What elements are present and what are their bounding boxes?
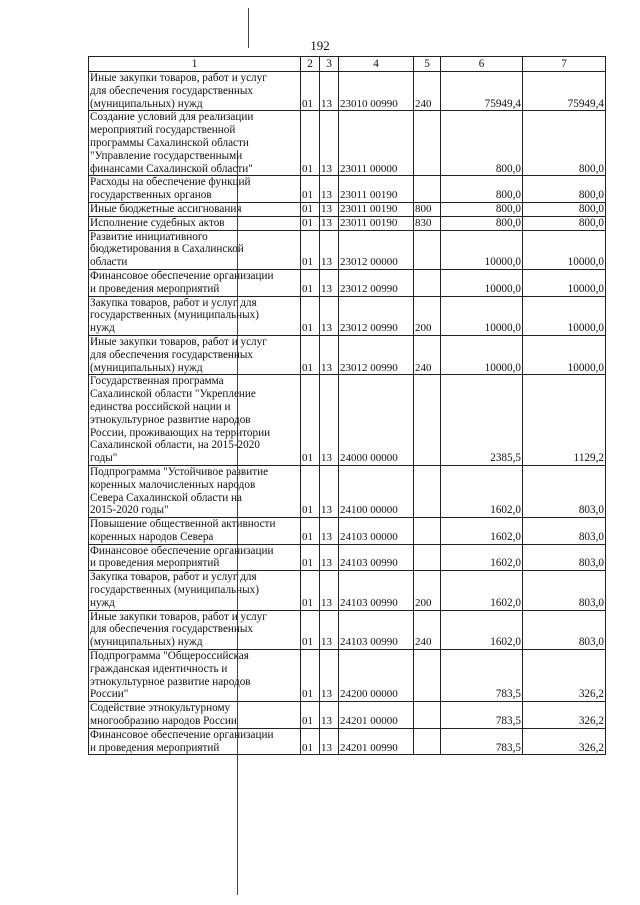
row-amount-2-cell: 803,0 — [523, 465, 606, 517]
row-subsection-cell: 13 — [320, 269, 339, 296]
row-name-cell: Повышение общественной активности коренных народов Севера — [89, 518, 301, 545]
row-amount-2-cell: 75949,4 — [523, 72, 606, 111]
scan-line-vertical-top — [248, 8, 249, 48]
row-subsection-cell: 13 — [320, 702, 339, 729]
row-section-cell: 01 — [301, 650, 320, 702]
row-section-cell: 01 — [301, 702, 320, 729]
row-name-cell: Расходы на обеспечение функций государственных органов — [89, 176, 301, 203]
row-name-cell: Иные закупки товаров, работ и услуг для обеспечения государственных (муниципальных) нужд — [89, 335, 301, 374]
row-name-cell: Закупка товаров, работ и услуг для государственных (муниципальных) нужд — [89, 296, 301, 335]
row-amount-1-cell: 10000,0 — [441, 269, 523, 296]
row-name-cell: Государственная программа Сахалинской области "Укрепление единства российской нации и этнокультурное развитие народов России, проживающих на территории Сахалинской области, на 2015-2020 годы" — [89, 375, 301, 466]
row-amount-2-cell: 803,0 — [523, 518, 606, 545]
row-target-code-cell: 24103 00000 — [339, 518, 414, 545]
row-section-cell: 01 — [301, 230, 320, 269]
row-expense-type-cell: 240 — [414, 72, 441, 111]
row-amount-2-cell: 1129,2 — [523, 375, 606, 466]
row-amount-2-cell: 800,0 — [523, 176, 606, 203]
row-subsection-cell: 13 — [320, 202, 339, 216]
row-amount-2-cell: 803,0 — [523, 610, 606, 649]
row-target-code-cell: 24103 00990 — [339, 571, 414, 610]
row-amount-1-cell: 1602,0 — [441, 610, 523, 649]
row-amount-2-cell: 800,0 — [523, 111, 606, 176]
row-target-code-cell: 24201 00000 — [339, 702, 414, 729]
row-section-cell: 01 — [301, 216, 320, 230]
row-name-cell: Исполнение судебных актов — [89, 216, 301, 230]
row-section-cell: 01 — [301, 296, 320, 335]
row-subsection-cell: 13 — [320, 216, 339, 230]
table-row — [89, 518, 606, 545]
row-expense-type-cell: 240 — [414, 610, 441, 649]
table-row — [89, 111, 606, 176]
row-target-code-cell: 23011 00190 — [339, 202, 414, 216]
row-name-cell: Иные закупки товаров, работ и услуг для обеспечения государственных (муниципальных) нужд — [89, 610, 301, 649]
row-subsection-cell: 13 — [320, 518, 339, 545]
row-name-cell: Иные бюджетные ассигнования — [89, 202, 301, 216]
row-section-cell: 01 — [301, 571, 320, 610]
table-row — [89, 230, 606, 269]
row-target-code-cell: 24201 00990 — [339, 728, 414, 755]
table-row — [89, 72, 606, 111]
table-row — [89, 296, 606, 335]
row-amount-2-cell: 803,0 — [523, 571, 606, 610]
table-row — [89, 176, 606, 203]
table-row — [89, 335, 606, 374]
table-row — [89, 728, 606, 755]
row-name-cell: Иные закупки товаров, работ и услуг для обеспечения государственных (муниципальных) нужд — [89, 72, 301, 111]
page-number: 192 — [310, 38, 330, 53]
table-row — [89, 216, 606, 230]
row-section-cell: 01 — [301, 544, 320, 571]
row-section-cell: 01 — [301, 518, 320, 545]
row-target-code-cell: 23011 00000 — [339, 111, 414, 176]
row-expense-type-cell — [414, 465, 441, 517]
col-header-6: 6 — [441, 57, 523, 72]
row-amount-1-cell: 10000,0 — [441, 335, 523, 374]
row-section-cell: 01 — [301, 610, 320, 649]
row-amount-2-cell: 326,2 — [523, 702, 606, 729]
col-header-7: 7 — [523, 57, 606, 72]
row-expense-type-cell — [414, 518, 441, 545]
row-name-cell: Финансовое обеспечение организации и проведения мероприятий — [89, 728, 301, 755]
row-expense-type-cell — [414, 111, 441, 176]
table-row — [89, 269, 606, 296]
row-amount-2-cell: 326,2 — [523, 728, 606, 755]
table-row — [89, 702, 606, 729]
row-amount-2-cell: 326,2 — [523, 650, 606, 702]
row-section-cell: 01 — [301, 111, 320, 176]
row-amount-1-cell: 1602,0 — [441, 544, 523, 571]
row-amount-1-cell: 800,0 — [441, 202, 523, 216]
row-section-cell: 01 — [301, 202, 320, 216]
row-expense-type-cell: 200 — [414, 296, 441, 335]
table-row — [89, 544, 606, 571]
row-target-code-cell: 24100 00000 — [339, 465, 414, 517]
row-amount-2-cell: 803,0 — [523, 544, 606, 571]
table-row — [89, 465, 606, 517]
table-row — [89, 650, 606, 702]
row-section-cell: 01 — [301, 335, 320, 374]
row-name-cell: Подпрограмма "Устойчивое развитие коренных малочисленных народов Севера Сахалинской области на 2015-2020 годы" — [89, 465, 301, 517]
row-subsection-cell: 13 — [320, 610, 339, 649]
row-section-cell: 01 — [301, 728, 320, 755]
row-amount-1-cell: 10000,0 — [441, 296, 523, 335]
row-section-cell: 01 — [301, 375, 320, 466]
row-amount-1-cell: 75949,4 — [441, 72, 523, 111]
row-expense-type-cell — [414, 544, 441, 571]
row-target-code-cell: 23012 00990 — [339, 296, 414, 335]
row-target-code-cell: 23011 00190 — [339, 176, 414, 203]
row-amount-2-cell: 800,0 — [523, 202, 606, 216]
table-body — [89, 72, 606, 755]
row-expense-type-cell — [414, 230, 441, 269]
table-row — [89, 202, 606, 216]
row-subsection-cell: 13 — [320, 465, 339, 517]
row-amount-2-cell: 800,0 — [523, 216, 606, 230]
row-target-code-cell: 24000 00000 — [339, 375, 414, 466]
row-name-cell: Закупка товаров, работ и услуг для государственных (муниципальных) нужд — [89, 571, 301, 610]
row-target-code-cell: 24200 00000 — [339, 650, 414, 702]
row-subsection-cell: 13 — [320, 571, 339, 610]
row-name-cell: Создание условий для реализации мероприятий государственной программы Сахалинской области "Управление государственными финансами Сахалинской области" — [89, 111, 301, 176]
table-row — [89, 610, 606, 649]
row-subsection-cell: 13 — [320, 230, 339, 269]
row-target-code-cell: 24103 00990 — [339, 610, 414, 649]
row-amount-1-cell: 10000,0 — [441, 230, 523, 269]
col-header-3: 3 — [320, 57, 339, 72]
row-amount-1-cell: 800,0 — [441, 111, 523, 176]
row-name-cell: Развитие инициативного бюджетирования в Сахалинской области — [89, 230, 301, 269]
row-expense-type-cell — [414, 176, 441, 203]
row-target-code-cell: 23012 00990 — [339, 335, 414, 374]
row-amount-1-cell: 783,5 — [441, 650, 523, 702]
row-expense-type-cell — [414, 375, 441, 466]
row-amount-1-cell: 800,0 — [441, 176, 523, 203]
row-subsection-cell: 13 — [320, 296, 339, 335]
table-row — [89, 571, 606, 610]
row-amount-2-cell: 10000,0 — [523, 230, 606, 269]
col-header-1: 1 — [89, 57, 301, 72]
row-subsection-cell: 13 — [320, 111, 339, 176]
row-expense-type-cell: 240 — [414, 335, 441, 374]
row-subsection-cell: 13 — [320, 176, 339, 203]
row-section-cell: 01 — [301, 176, 320, 203]
row-amount-1-cell: 783,5 — [441, 728, 523, 755]
row-name-cell: Финансовое обеспечение организации и проведения мероприятий — [89, 269, 301, 296]
row-target-code-cell: 23012 00990 — [339, 269, 414, 296]
row-expense-type-cell: 830 — [414, 216, 441, 230]
row-amount-2-cell: 10000,0 — [523, 335, 606, 374]
row-name-cell: Содействие этнокультурному многообразию народов России — [89, 702, 301, 729]
row-subsection-cell: 13 — [320, 72, 339, 111]
row-subsection-cell: 13 — [320, 650, 339, 702]
row-amount-1-cell: 2385,5 — [441, 375, 523, 466]
row-target-code-cell: 23010 00990 — [339, 72, 414, 111]
row-expense-type-cell — [414, 728, 441, 755]
row-amount-1-cell: 1602,0 — [441, 571, 523, 610]
row-expense-type-cell: 800 — [414, 202, 441, 216]
row-target-code-cell: 23011 00190 — [339, 216, 414, 230]
row-name-cell: Финансовое обеспечение организации и проведения мероприятий — [89, 544, 301, 571]
row-expense-type-cell: 200 — [414, 571, 441, 610]
row-section-cell: 01 — [301, 269, 320, 296]
row-target-code-cell: 24103 00990 — [339, 544, 414, 571]
row-section-cell: 01 — [301, 72, 320, 111]
budget-table — [88, 56, 606, 755]
header-row — [89, 57, 606, 72]
row-expense-type-cell — [414, 269, 441, 296]
row-subsection-cell: 13 — [320, 544, 339, 571]
row-subsection-cell: 13 — [320, 728, 339, 755]
row-target-code-cell: 23012 00000 — [339, 230, 414, 269]
row-amount-1-cell: 783,5 — [441, 702, 523, 729]
row-name-cell: Подпрограмма "Общероссийская гражданская идентичность и этнокультурное развитие народов России" — [89, 650, 301, 702]
row-section-cell: 01 — [301, 465, 320, 517]
row-expense-type-cell — [414, 650, 441, 702]
row-subsection-cell: 13 — [320, 375, 339, 466]
row-amount-2-cell: 10000,0 — [523, 269, 606, 296]
row-amount-1-cell: 1602,0 — [441, 465, 523, 517]
table-row — [89, 375, 606, 466]
col-header-5: 5 — [414, 57, 441, 72]
row-amount-1-cell: 1602,0 — [441, 518, 523, 545]
row-expense-type-cell — [414, 702, 441, 729]
row-subsection-cell: 13 — [320, 335, 339, 374]
row-amount-1-cell: 800,0 — [441, 216, 523, 230]
col-header-4: 4 — [339, 57, 414, 72]
col-header-2: 2 — [301, 57, 320, 72]
row-amount-2-cell: 10000,0 — [523, 296, 606, 335]
